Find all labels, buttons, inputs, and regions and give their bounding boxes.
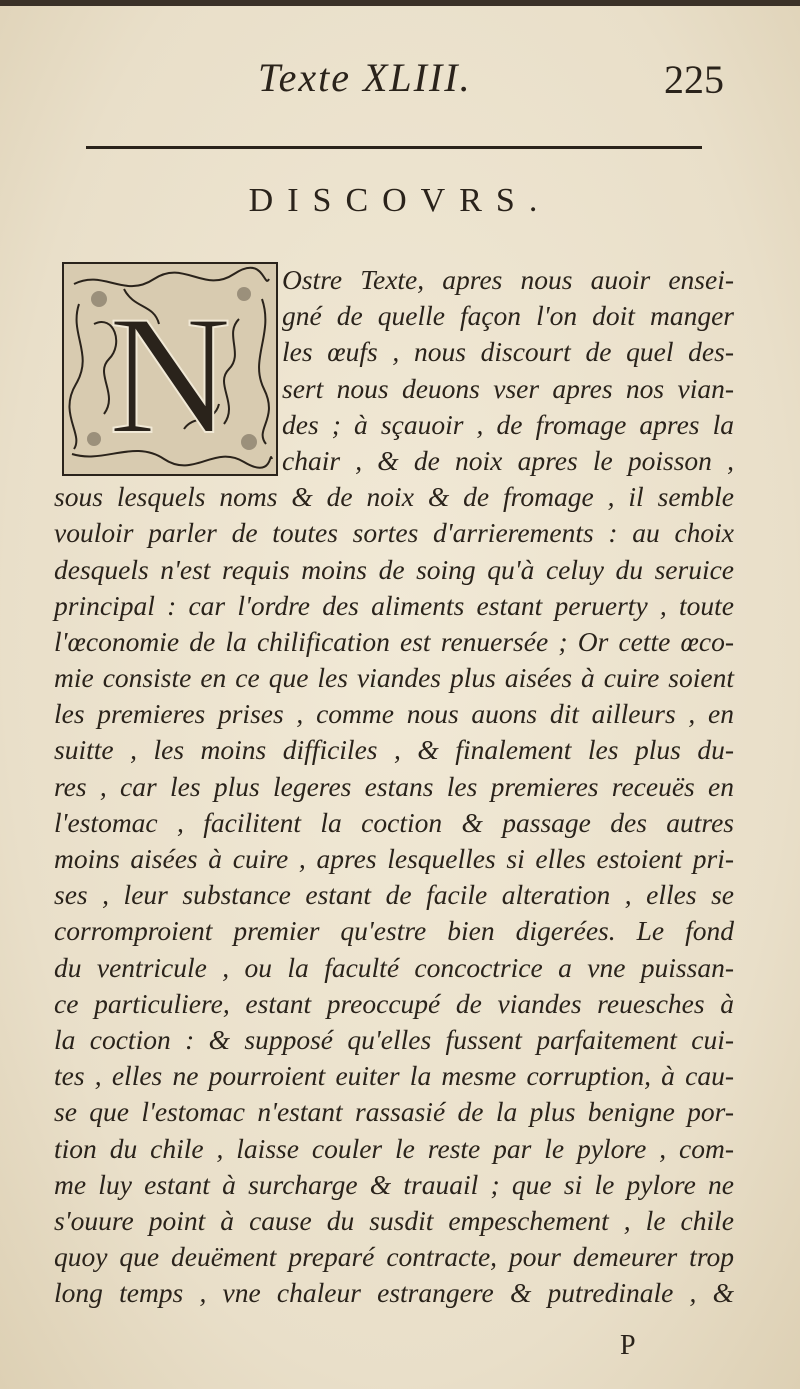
running-head bbox=[0, 48, 800, 108]
text-line: se que l'estomac n'estant rassasié de la plus benigne por- bbox=[54, 1096, 734, 1128]
text-line: s'ouure point à cause du susdit empeschement , le chile bbox=[54, 1204, 734, 1236]
text-line: principal : car l'ordre des aliments estant peruerty , toute bbox=[54, 589, 734, 621]
text-line: ses , leur substance estant de facile alteration , elles se bbox=[54, 879, 734, 911]
text-line: res , car les plus legeres estans les premieres receuës en bbox=[54, 770, 734, 802]
text-line: les premieres prises , comme nous auons dit ailleurs , en bbox=[54, 698, 734, 730]
text-line: moins aisées à cuire , apres lesquelles si elles estoient pri- bbox=[54, 843, 734, 874]
text-line: gné de quelle façon l'on doit manger bbox=[282, 300, 734, 332]
drop-cap-letter: N bbox=[108, 281, 232, 469]
text-line: desquels n'est requis moins de soing qu'à celuy du seruice bbox=[54, 553, 734, 585]
page-top-edge bbox=[0, 0, 800, 6]
text-line: mie consiste en ce que les viandes plus aisées à cuire soient bbox=[54, 662, 734, 694]
text-line: les œufs , nous discourt de quel des- bbox=[282, 336, 734, 368]
text-line: sert nous deuons vser apres nos vian- bbox=[282, 372, 734, 404]
text-line: corromproient premier qu'estre bien digerées. Le fond bbox=[54, 915, 734, 947]
text-line: vouloir parler de toutes sortes d'arrierements : au choix bbox=[54, 517, 734, 549]
signature-mark: P bbox=[620, 1330, 636, 1361]
text-line: chair , & de noix apres le poisson , bbox=[282, 444, 734, 476]
text-line: Ostre Texte, apres nous auoir ensei- bbox=[282, 264, 734, 295]
text-line: me luy estant à surcharge & trauail ; que si le pylore ne bbox=[54, 1168, 734, 1200]
text-line: tion du chile , laisse couler le reste par le pylore , com- bbox=[54, 1132, 734, 1164]
page-number: 225 bbox=[664, 57, 724, 102]
text-line: sous lesquels noms & de noix & de fromage , il semble bbox=[54, 481, 734, 513]
text-line: suitte , les moins difficiles , & finalement les plus du- bbox=[54, 734, 734, 766]
header-rule bbox=[86, 146, 702, 149]
section-heading: DISCOVRS. bbox=[248, 182, 552, 219]
text-line: des ; à sçauoir , de fromage apres la bbox=[282, 408, 734, 440]
text-line: du ventricule , ou la faculté concoctrice a vne puissan- bbox=[54, 951, 734, 983]
running-title: Texte XLIII. bbox=[258, 55, 472, 100]
text-line: l'œconomie de la chilification est renuersée ; Or cette œco- bbox=[54, 625, 734, 657]
text-line: la coction : & supposé qu'elles fussent parfaitement cui- bbox=[54, 1023, 734, 1055]
body-text bbox=[54, 262, 734, 1311]
text-line: quoy que deuëment preparé contracte, pour demeurer trop bbox=[54, 1241, 734, 1273]
text-line: long temps , vne chaleur estrangere & putredinale , & bbox=[54, 1277, 734, 1309]
text-line: tes , elles ne pourroient euiter la mesme corruption, à cau- bbox=[54, 1060, 734, 1092]
text-line: l'estomac , facilitent la coction & passage des autres bbox=[54, 806, 734, 838]
text-line: ce particuliere, estant preoccupé de viandes reuesches à bbox=[54, 987, 734, 1019]
